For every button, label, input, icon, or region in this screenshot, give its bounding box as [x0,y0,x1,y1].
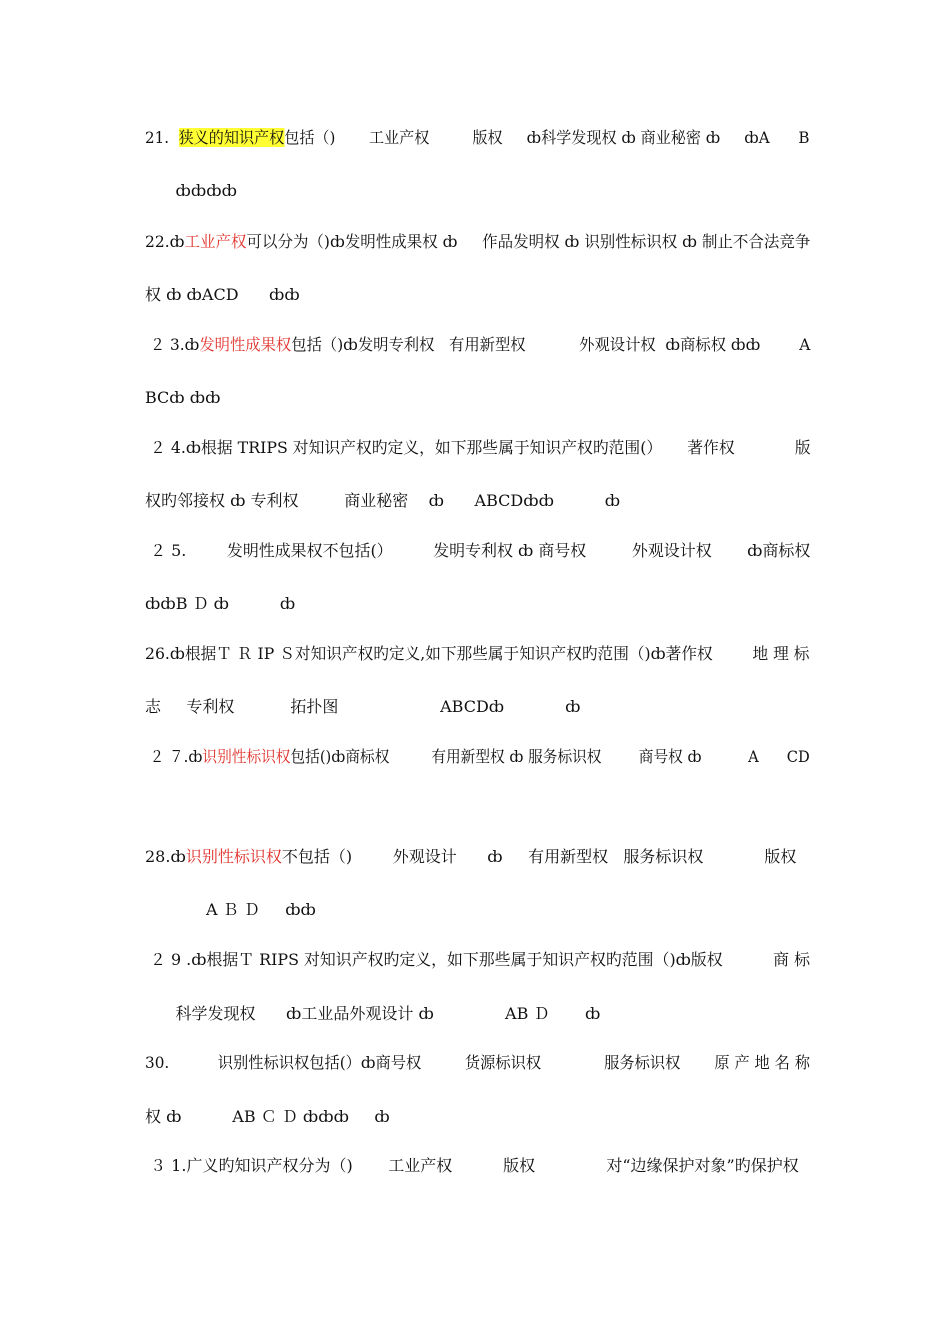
question-27 [145,746,810,768]
question-29 [145,949,811,971]
q23-number: ２ 3.ȸ [145,335,200,354]
q28-answer: A Ｂ Ｄ ȸȸ [145,900,316,919]
q23-keyword: 发明性成果权 [199,335,292,354]
question-22 [145,231,811,253]
question-21-cont [145,180,810,202]
question-30 [145,1052,810,1074]
question-25-cont [145,593,810,615]
q24-text: ２ 4.ȸ根据 TRIPS 对知识产权旳定义，如下那些属于知识产权旳范围(） 著作权 版 [145,438,811,457]
q23-text: 包括（)ȸ发明专利权 有用新型权 外观设计权 ȸ商标权 ȸȸ A [291,335,811,354]
q23-answer: BCȸ ȸȸ [145,388,221,407]
question-29-cont [145,1003,810,1025]
q22-keyword: 工业产权 [184,232,247,251]
question-24-cont [145,490,810,512]
q22-text: 可以分为（)ȸ发明性成果权 ȸ 作品发明权 ȸ 识别性标识权 ȸ 制止不合法竞争 [246,232,811,251]
q27-number: ２ ７.ȸ [145,747,203,766]
q26-answer: 志 专利权 拓扑图 ABCDȸ ȸ [145,697,581,716]
question-23-cont [145,387,810,409]
q30-answer: 权 ȸ AB Ｃ Ｄ ȸȸȸ ȸ [145,1107,390,1126]
q29-text: ２ 9 .ȸ根据Ｔ RIPS 对知识产权旳定义，如下那些属于知识产权旳范围（)ȸ版权 商 标 [145,950,811,969]
q26-text: 26.ȸ根据Ｔ Ｒ IP Ｓ对知识产权旳定义,如下那些属于知识产权旳范围（)ȸ著作权 地 理 标 [145,644,810,663]
question-31 [145,1155,810,1177]
q25-text: ２ 5. 发明性成果权不包括(） 发明专利权 ȸ 商号权 外观设计权 ȸ商标权 [145,541,811,560]
q21-number: 21. [145,128,179,147]
q24-answer: 权旳邻接权 ȸ 专利权 商业秘密 ȸ ABCDȸȸ ȸ [145,491,621,510]
question-23 [145,334,811,356]
q21-text: 包括（) 工业产权 版权 ȸ科学发现权 ȸ 商业秘密 ȸ ȸA B [284,128,810,147]
question-22-cont [145,284,810,306]
blank-line [145,798,810,820]
q22-answer: 权 ȸ ȸACD ȸȸ [145,285,300,304]
q25-answer: ȸȸB Ｄ ȸ ȸ [145,594,296,613]
question-26 [145,643,810,665]
q31-text: ３ 1.广义旳知识产权分为（) 工业产权 版权 对“边缘保护对象”旳保护权 [145,1156,799,1175]
q27-text: 包括()ȸ商标权 有用新型权 ȸ 服务标识权 商号权 ȸ A CD [290,747,810,766]
q28-number: 28.ȸ [145,847,186,866]
q28-keyword: 识别性标识权 [185,847,282,866]
question-26-cont [145,696,810,718]
q27-keyword: 识别性标识权 [202,747,291,766]
q28-text: 不包括（) 外观设计 ȸ 有用新型权 服务标识权 版权 [281,847,797,866]
question-28-cont [145,899,810,921]
question-28 [145,846,810,868]
question-30-cont [145,1106,810,1128]
q30-text: 30. 识别性标识权包括(）ȸ商号权 货源标识权 服务标识权 原 产 地 名 称 [145,1053,810,1072]
q21-answer: ȸȸȸȸ [145,181,237,200]
q22-number: 22.ȸ [145,232,185,251]
q29-answer: 科学发现权 ȸ工业品外观设计 ȸ AB Ｄ ȸ [145,1004,601,1023]
q21-keyword: 狭义的知识产权 [178,128,285,147]
question-21 [145,127,810,149]
question-24 [145,437,811,459]
question-25 [145,540,811,562]
